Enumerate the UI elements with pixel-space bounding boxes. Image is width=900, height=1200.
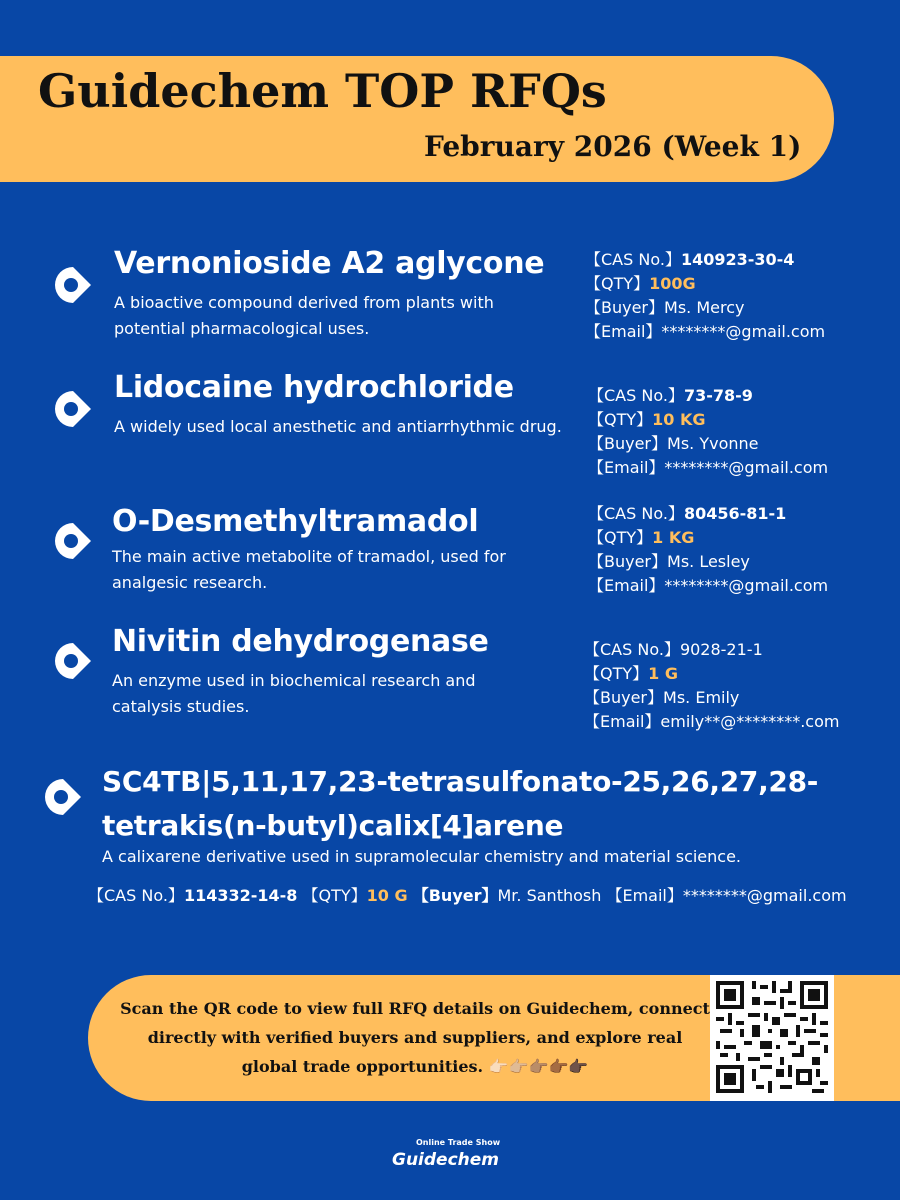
quantity: 100G xyxy=(649,274,696,293)
qr-code-icon xyxy=(716,981,828,1093)
buyer: Ms. Emily xyxy=(663,688,740,707)
rfq-name: O-Desmethyltramadol xyxy=(112,504,479,539)
email: ********@gmail.com xyxy=(664,576,829,595)
qr-code[interactable] xyxy=(710,975,834,1101)
rfq-name: Nivitin dehydrogenase xyxy=(112,624,489,659)
rfq-description: A widely used local anesthetic and antiarrhythmic drug. xyxy=(114,417,562,436)
rfq-description: A calixarene derivative used in supramolecular chemistry and material science. xyxy=(102,847,742,866)
rfq-details: 【CAS No.】80456-81-1 【QTY】1 KG 【Buyer】Ms. Lesley 【Email】********@gmail.com xyxy=(588,504,829,595)
cas-number: 80456-81-1 xyxy=(683,504,787,523)
arrow-right-icon xyxy=(52,388,94,430)
rfq-description: The main active metabolite of tramadol, used for analgesic research. xyxy=(112,547,506,592)
arrow-right-icon xyxy=(52,264,94,306)
footer-text: Scan the QR code to view full RFQ details on Guidechem, connect directly with verified buyers and suppliers, and explore real global trade opportunities. 👉🏻👉🏼👉🏽👉🏾👉🏿 xyxy=(120,999,710,1076)
page-title: Guidechem TOP RFQs xyxy=(38,64,607,118)
rfq-details: 【CAS No.】114332-14-8 【QTY】10 G 【Buyer】Mr. Santhosh 【Email】********@gmail.com xyxy=(88,886,847,905)
quantity: 1 G xyxy=(648,664,678,683)
rfq-name: Vernonioside A2 aglycone xyxy=(114,246,545,281)
arrow-right-icon xyxy=(42,776,84,818)
rfq-details: 【CAS No.】140923-30-4 【QTY】100G 【Buyer】Ms. Mercy 【Email】********@gmail.com xyxy=(585,250,826,341)
rfq-name: Lidocaine hydrochloride xyxy=(114,370,514,405)
quantity: 10 KG xyxy=(652,410,706,429)
rfq-description: A bioactive compound derived from plants with potential pharmacological uses. xyxy=(114,293,494,338)
buyer: Ms. Yvonne xyxy=(667,434,759,453)
buyer: Ms. Lesley xyxy=(667,552,750,571)
arrow-right-icon xyxy=(52,640,94,682)
cas-number: 114332-14-8 xyxy=(183,886,298,905)
email: ********@gmail.com xyxy=(661,322,826,341)
cas-number: 73-78-9 xyxy=(683,386,753,405)
buyer: Ms. Mercy xyxy=(664,298,745,317)
email: ********@gmail.com xyxy=(664,458,829,477)
page-subtitle: February 2026 (Week 1) xyxy=(424,130,802,163)
pointing-hand-icons: 👉🏻👉🏼👉🏽👉🏾👉🏿 xyxy=(488,1057,589,1076)
email: ********@gmail.com xyxy=(682,886,847,905)
buyer: Mr. Santhosh xyxy=(497,886,602,905)
guidechem-logo: Online Trade Show Guidechem xyxy=(392,1138,501,1170)
cas-number: 9028-21-1 xyxy=(679,640,763,659)
quantity: 1 KG xyxy=(652,528,695,547)
rfq-details: 【CAS No.】9028-21-1 【QTY】1 G 【Buyer】Ms. Emily 【Email】emily**@********.com xyxy=(584,640,840,731)
arrow-right-icon xyxy=(52,520,94,562)
cas-number: 140923-30-4 xyxy=(680,250,795,269)
rfq-name: SC4TB|5,11,17,23-tetrasulfonato-25,26,27,28-tetrakis(n-butyl)calix[4]arene xyxy=(102,765,819,842)
rfq-description: An enzyme used in biochemical research and catalysis studies. xyxy=(112,671,476,716)
rfq-details: 【CAS No.】73-78-9 【QTY】10 KG 【Buyer】Ms. Yvonne 【Email】********@gmail.com xyxy=(588,386,829,477)
quantity: 10 G xyxy=(366,886,408,905)
email: emily**@********.com xyxy=(660,712,840,731)
